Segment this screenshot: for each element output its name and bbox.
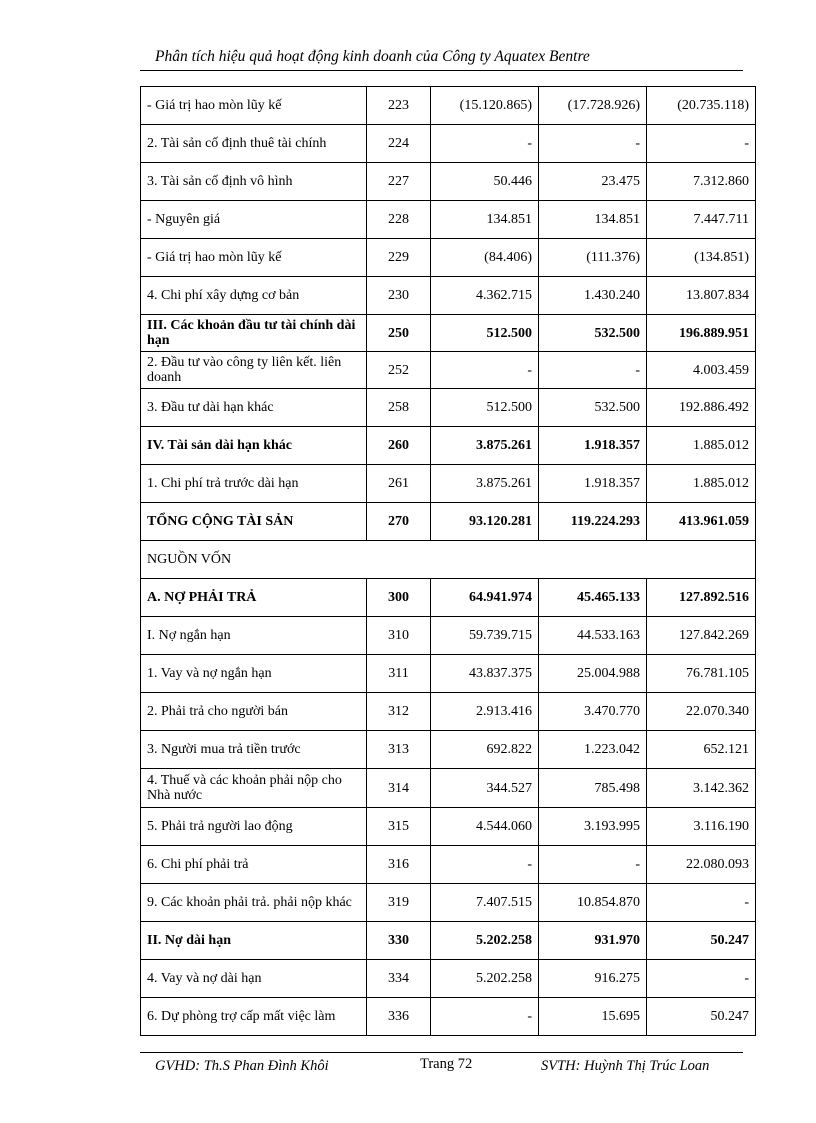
- header-divider: [140, 70, 743, 71]
- item-code-cell: 336: [367, 998, 431, 1036]
- value-cell-col3: 127.842.269: [647, 617, 756, 655]
- footer-divider: [140, 1052, 743, 1053]
- table-row: [141, 617, 756, 655]
- value-cell-col2: 23.475: [539, 163, 647, 201]
- item-code-cell: 224: [367, 125, 431, 163]
- item-code-cell: 316: [367, 846, 431, 884]
- item-name-cell: 4. Vay và nợ dài hạn: [141, 960, 367, 998]
- item-code-cell: 330: [367, 922, 431, 960]
- value-cell-col3: -: [647, 125, 756, 163]
- value-cell-col1: (84.406): [431, 239, 539, 277]
- item-code-cell: 312: [367, 693, 431, 731]
- value-cell-col2: 15.695: [539, 998, 647, 1036]
- value-cell-col1: 692.822: [431, 731, 539, 769]
- value-cell-col2: 45.465.133: [539, 579, 647, 617]
- table-row: [141, 87, 756, 125]
- value-cell-col3: 22.070.340: [647, 693, 756, 731]
- value-cell-col2: 1.918.357: [539, 427, 647, 465]
- item-name-cell: III. Các khoản đầu tư tài chính dài hạn: [141, 315, 367, 352]
- table-row: [141, 201, 756, 239]
- value-cell-col3: 3.116.190: [647, 808, 756, 846]
- table-row: [141, 808, 756, 846]
- value-cell-col3: 13.807.834: [647, 277, 756, 315]
- value-cell-col2: 1.918.357: [539, 465, 647, 503]
- value-cell-col2: 1.223.042: [539, 731, 647, 769]
- value-cell-col1: 512.500: [431, 389, 539, 427]
- table-row: [141, 579, 756, 617]
- value-cell-col1: 2.913.416: [431, 693, 539, 731]
- value-cell-col3: 413.961.059: [647, 503, 756, 541]
- table-row: [141, 922, 756, 960]
- item-code-cell: 250: [367, 315, 431, 352]
- value-cell-col1: 5.202.258: [431, 922, 539, 960]
- table-row: [141, 960, 756, 998]
- item-code-cell: 229: [367, 239, 431, 277]
- value-cell-col1: 3.875.261: [431, 427, 539, 465]
- value-cell-col2: (17.728.926): [539, 87, 647, 125]
- item-name-cell: 2. Đầu tư vào công ty liên kết. liên doanh: [141, 352, 367, 389]
- item-name-cell: 6. Chi phí phải trả: [141, 846, 367, 884]
- value-cell-col1: -: [431, 125, 539, 163]
- value-cell-col3: (134.851): [647, 239, 756, 277]
- item-code-cell: 260: [367, 427, 431, 465]
- value-cell-col1: 344.527: [431, 769, 539, 808]
- value-cell-col2: 931.970: [539, 922, 647, 960]
- item-name-cell: - Giá trị hao mòn lũy kế: [141, 87, 367, 125]
- item-code-cell: 314: [367, 769, 431, 808]
- item-name-cell: 5. Phải trả người lao động: [141, 808, 367, 846]
- value-cell-col3: 7.447.711: [647, 201, 756, 239]
- value-cell-col1: 512.500: [431, 315, 539, 352]
- item-code-cell: 223: [367, 87, 431, 125]
- value-cell-col2: 25.004.988: [539, 655, 647, 693]
- footer-student: SVTH: Huỳnh Thị Trúc Loan: [541, 1058, 710, 1074]
- item-code-cell: 230: [367, 277, 431, 315]
- item-code-cell: 319: [367, 884, 431, 922]
- table-row: [141, 163, 756, 201]
- value-cell-col2: -: [539, 125, 647, 163]
- item-code-cell: 270: [367, 503, 431, 541]
- table-row: [141, 998, 756, 1036]
- item-code-cell: 227: [367, 163, 431, 201]
- value-cell-col1: 43.837.375: [431, 655, 539, 693]
- table-row: [141, 731, 756, 769]
- value-cell-col1: 59.739.715: [431, 617, 539, 655]
- table-row: [141, 541, 756, 579]
- item-name-cell: 2. Phải trả cho người bán: [141, 693, 367, 731]
- value-cell-col2: 3.470.770: [539, 693, 647, 731]
- value-cell-col2: 3.193.995: [539, 808, 647, 846]
- value-cell-col1: 7.407.515: [431, 884, 539, 922]
- footer-supervisor: GVHD: Th.S Phan Đình Khôi: [155, 1058, 329, 1074]
- value-cell-col2: 532.500: [539, 315, 647, 352]
- value-cell-col1: (15.120.865): [431, 87, 539, 125]
- value-cell-col2: (111.376): [539, 239, 647, 277]
- item-name-cell: II. Nợ dài hạn: [141, 922, 367, 960]
- value-cell-col3: 1.885.012: [647, 465, 756, 503]
- value-cell-col2: 532.500: [539, 389, 647, 427]
- value-cell-col3: 76.781.105: [647, 655, 756, 693]
- item-name-cell: A. NỢ PHẢI TRẢ: [141, 579, 367, 617]
- value-cell-col3: 50.247: [647, 922, 756, 960]
- table-row: [141, 693, 756, 731]
- value-cell-col1: 4.544.060: [431, 808, 539, 846]
- item-code-cell: 300: [367, 579, 431, 617]
- item-name-cell: - Giá trị hao mòn lũy kế: [141, 239, 367, 277]
- item-code-cell: 315: [367, 808, 431, 846]
- table-row: [141, 503, 756, 541]
- item-code-cell: 261: [367, 465, 431, 503]
- value-cell-col3: -: [647, 884, 756, 922]
- table-row: [141, 427, 756, 465]
- value-cell-col3: 4.003.459: [647, 352, 756, 389]
- section-heading-cell: NGUỒN VỐN: [141, 541, 756, 579]
- balance-sheet-body: [141, 87, 756, 1036]
- value-cell-col3: 1.885.012: [647, 427, 756, 465]
- footer-page-number: Trang 72: [420, 1056, 473, 1072]
- table-row: [141, 315, 756, 352]
- value-cell-col3: -: [647, 960, 756, 998]
- value-cell-col1: 64.941.974: [431, 579, 539, 617]
- value-cell-col2: 134.851: [539, 201, 647, 239]
- table-row: [141, 239, 756, 277]
- page-header-title: Phân tích hiệu quả hoạt động kinh doanh của Công ty Aquatex Bentre: [155, 48, 590, 65]
- value-cell-col3: 7.312.860: [647, 163, 756, 201]
- item-code-cell: 334: [367, 960, 431, 998]
- table-row: [141, 352, 756, 389]
- value-cell-col2: 10.854.870: [539, 884, 647, 922]
- value-cell-col2: 1.430.240: [539, 277, 647, 315]
- item-name-cell: 4. Chi phí xây dựng cơ bản: [141, 277, 367, 315]
- item-code-cell: 228: [367, 201, 431, 239]
- value-cell-col3: 50.247: [647, 998, 756, 1036]
- item-code-cell: 252: [367, 352, 431, 389]
- value-cell-col2: 916.275: [539, 960, 647, 998]
- value-cell-col1: 3.875.261: [431, 465, 539, 503]
- balance-sheet-table: [140, 86, 756, 1036]
- item-name-cell: 9. Các khoản phải trả. phải nộp khác: [141, 884, 367, 922]
- table-row: [141, 884, 756, 922]
- value-cell-col3: 652.121: [647, 731, 756, 769]
- value-cell-col1: 93.120.281: [431, 503, 539, 541]
- table-row: [141, 277, 756, 315]
- item-name-cell: 1. Vay và nợ ngắn hạn: [141, 655, 367, 693]
- item-name-cell: 4. Thuế và các khoản phải nộp cho Nhà nước: [141, 769, 367, 808]
- table-row: [141, 465, 756, 503]
- table-row: [141, 846, 756, 884]
- value-cell-col2: -: [539, 846, 647, 884]
- value-cell-col3: 127.892.516: [647, 579, 756, 617]
- table-row: [141, 769, 756, 808]
- value-cell-col2: -: [539, 352, 647, 389]
- value-cell-col2: 119.224.293: [539, 503, 647, 541]
- item-code-cell: 313: [367, 731, 431, 769]
- value-cell-col3: 196.889.951: [647, 315, 756, 352]
- value-cell-col3: 3.142.362: [647, 769, 756, 808]
- item-name-cell: - Nguyên giá: [141, 201, 367, 239]
- value-cell-col1: 50.446: [431, 163, 539, 201]
- item-name-cell: 3. Người mua trả tiền trước: [141, 731, 367, 769]
- value-cell-col1: 134.851: [431, 201, 539, 239]
- value-cell-col3: 22.080.093: [647, 846, 756, 884]
- table-row: [141, 655, 756, 693]
- value-cell-col1: -: [431, 998, 539, 1036]
- item-code-cell: 310: [367, 617, 431, 655]
- value-cell-col1: -: [431, 846, 539, 884]
- table-row: [141, 389, 756, 427]
- value-cell-col3: 192.886.492: [647, 389, 756, 427]
- item-name-cell: 1. Chi phí trả trước dài hạn: [141, 465, 367, 503]
- item-name-cell: 3. Tài sản cố định vô hình: [141, 163, 367, 201]
- value-cell-col1: 4.362.715: [431, 277, 539, 315]
- value-cell-col1: -: [431, 352, 539, 389]
- item-name-cell: 2. Tài sản cố định thuê tài chính: [141, 125, 367, 163]
- value-cell-col2: 785.498: [539, 769, 647, 808]
- item-code-cell: 311: [367, 655, 431, 693]
- value-cell-col1: 5.202.258: [431, 960, 539, 998]
- item-name-cell: IV. Tài sản dài hạn khác: [141, 427, 367, 465]
- item-name-cell: 6. Dự phòng trợ cấp mất việc làm: [141, 998, 367, 1036]
- item-name-cell: TỔNG CỘNG TÀI SẢN: [141, 503, 367, 541]
- item-code-cell: 258: [367, 389, 431, 427]
- value-cell-col2: 44.533.163: [539, 617, 647, 655]
- value-cell-col3: (20.735.118): [647, 87, 756, 125]
- table-row: [141, 125, 756, 163]
- item-name-cell: 3. Đầu tư dài hạn khác: [141, 389, 367, 427]
- item-name-cell: I. Nợ ngắn hạn: [141, 617, 367, 655]
